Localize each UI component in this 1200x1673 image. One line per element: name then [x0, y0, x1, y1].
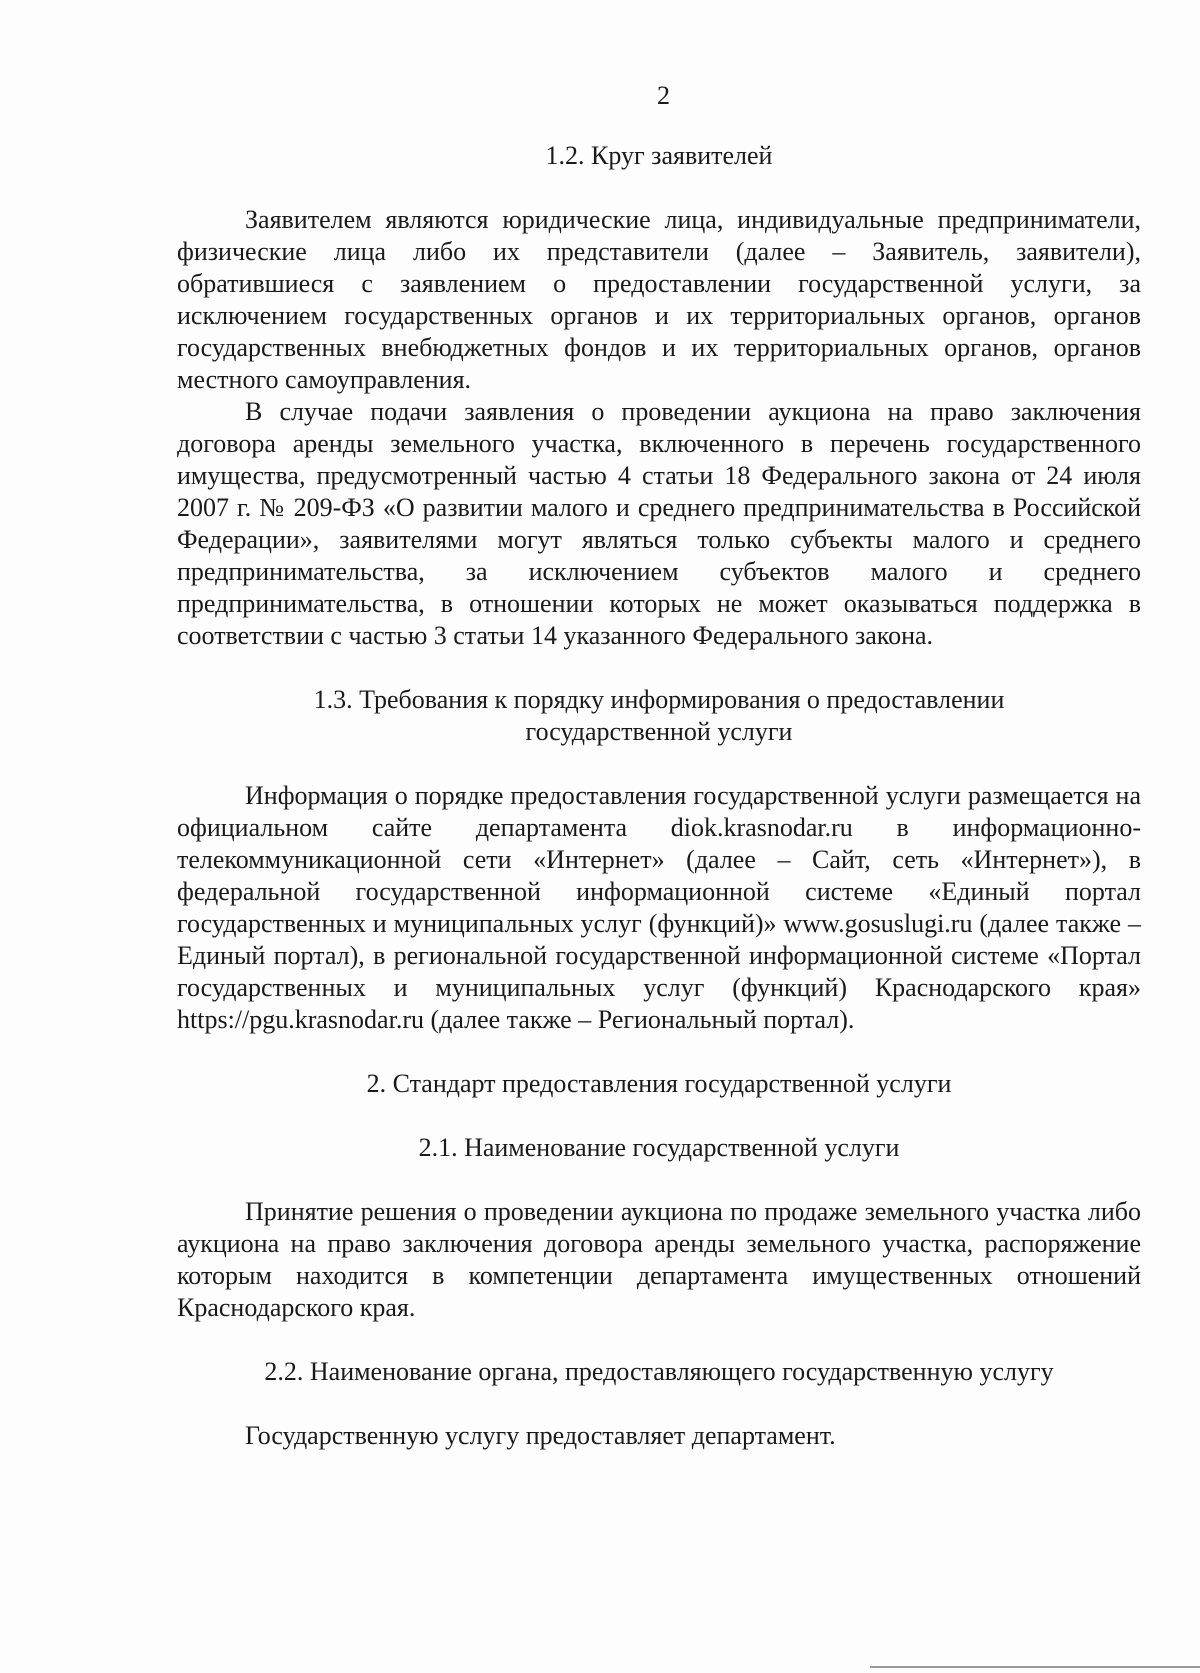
spacer [177, 652, 1141, 684]
section-1-3-heading-line-2: государственной услуги [525, 717, 793, 746]
section-2-heading: 2. Стандарт предоставления государственной услуги [366, 1069, 952, 1098]
section-2-2-paragraph-1: Государственную услугу предоставляет департамент. [245, 1421, 836, 1450]
section-1-2-paragraph-2: В случае подачи заявления о проведении аукциона на право заключения договора аренды земельного участка, включенного в перечень государственного имущества, предусмотренный частью 4 статьи 18 Федерального закона от 24 июля 2007 г. № 209-ФЗ «О развитии малого и среднего предпринимательства в Российской Федерации», заявителями могут являться только субъекты малого и среднего предпринимательства, за исключением субъектов малого и среднего предпринимательства, в отношении которых не может оказываться поддержка в соответствии с частью 3 статьи 14 указанного Федерального закона. [177, 397, 1141, 650]
section-1-2-paragraph-1: Заявителем являются юридические лица, индивидуальные предприниматели, физические лица либо их представители (далее – Заявитель, заявители), обратившиеся с заявлением о предоставлении государственной услуги, за исключением государственных органов и их территориальных органов, органов государственных внебюджетных фондов и их территориальных органов, органов местного самоуправления. [177, 205, 1141, 394]
section-2-2-heading: 2.2. Наименование органа, предоставляющего государственную услугу [264, 1357, 1054, 1386]
scan-edge-line [870, 1666, 1200, 1668]
section-1-2-heading: 1.2. Круг заявителей [545, 141, 773, 170]
section-2-1-heading: 2.1. Наименование государственной услуги [418, 1133, 900, 1162]
section-1-3-heading [177, 684, 1141, 748]
spacer [177, 1164, 1141, 1196]
page-number: 2 [657, 81, 670, 110]
section-1-3-paragraph-1: Информация о порядке предоставления государственной услуги размещается на официальном сайте департамента diok.krasnodar.ru в информационно-телекоммуникационной сети «Интернет» (далее – Сайт, сеть «Интернет»), в федеральной государственной информационной системе «Единый портал государственных и муниципальных услуг (функций)» www.gosuslugi.ru (далее также – Единый портал), в региональной государственной информационной системе «Портал государственных и муниципальных услуг (функций) Краснодарского края» https://pgu.krasnodar.ru (далее также – Региональный портал). [177, 781, 1141, 1034]
spacer [177, 748, 1141, 780]
section-1-3-heading-line-1: 1.3. Требования к порядку информирования о предоставлении [313, 685, 1005, 714]
document-body [177, 140, 1141, 1452]
spacer [177, 1324, 1141, 1356]
spacer [177, 1388, 1141, 1420]
section-2-1-paragraph-1: Принятие решения о проведении аукциона по продаже земельного участка либо аукциона на право заключения договора аренды земельного участка, распоряжение которым находится в компетенции департамента имущественных отношений Краснодарского края. [177, 1197, 1141, 1322]
spacer [177, 172, 1141, 204]
spacer [177, 1036, 1141, 1068]
spacer [177, 1100, 1141, 1132]
